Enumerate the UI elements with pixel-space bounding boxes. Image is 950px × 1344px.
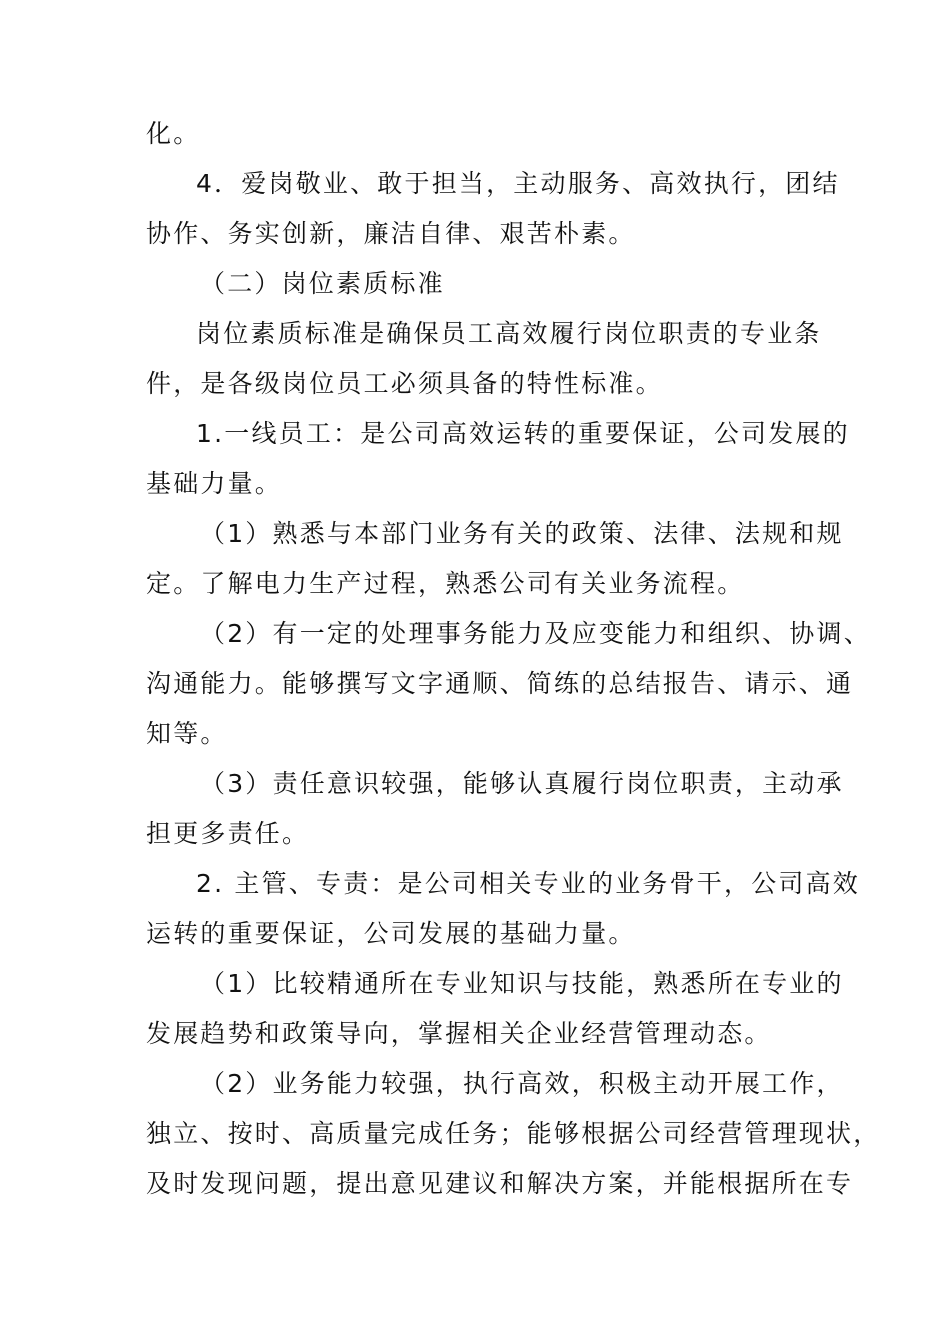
text-line-13: 知等。: [146, 719, 228, 748]
text-line-9: （1）熟悉与本部门业务有关的政策、法律、法规和规: [200, 519, 844, 548]
text-line-22: 及时发现问题，提出意见建议和解决方案，并能根据所在专: [146, 1169, 854, 1198]
text-line-19: 发展趋势和政策导向，掌握相关企业经营管理动态。: [146, 1019, 772, 1048]
text-line-21: 独立、按时、高质量完成任务；能够根据公司经营管理现状，: [146, 1119, 881, 1148]
text-line-8: 基础力量。: [146, 469, 283, 498]
text-line-7: 1.一线员工：是公司高效运转的重要保证，公司发展的: [196, 419, 850, 448]
text-line-15: 担更多责任。: [146, 819, 310, 848]
text-line-6: 件，是各级岗位员工必须具备的特性标准。: [146, 369, 663, 398]
text-line-2: 4．爱岗敬业、敢于担当，主动服务、高效执行，团结: [196, 169, 840, 198]
text-line-17: 运转的重要保证，公司发展的基础力量。: [146, 919, 636, 948]
text-line-16: 2. 主管、专责：是公司相关专业的业务骨干，公司高效: [196, 869, 861, 898]
text-line-20: （2）业务能力较强，执行高效，积极主动开展工作，: [200, 1069, 844, 1098]
text-line-14: （3）责任意识较强，能够认真履行岗位职责，主动承: [200, 769, 844, 798]
text-line-18: （1）比较精通所在专业知识与技能，熟悉所在专业的: [200, 969, 844, 998]
text-line-5: 岗位素质标准是确保员工高效履行岗位职责的专业条: [196, 319, 822, 348]
text-line-11: （2）有一定的处理事务能力及应变能力和组织、协调、: [200, 619, 871, 648]
text-line-1: 化。: [146, 119, 201, 148]
section-heading: （二）岗位素质标准: [200, 269, 445, 298]
text-line-10: 定。了解电力生产过程，熟悉公司有关业务流程。: [146, 569, 745, 598]
text-line-3: 协作、务实创新，廉洁自律、艰苦朴素。: [146, 219, 636, 248]
text-line-12: 沟通能力。能够撰写文字通顺、简练的总结报告、请示、通: [146, 669, 854, 698]
